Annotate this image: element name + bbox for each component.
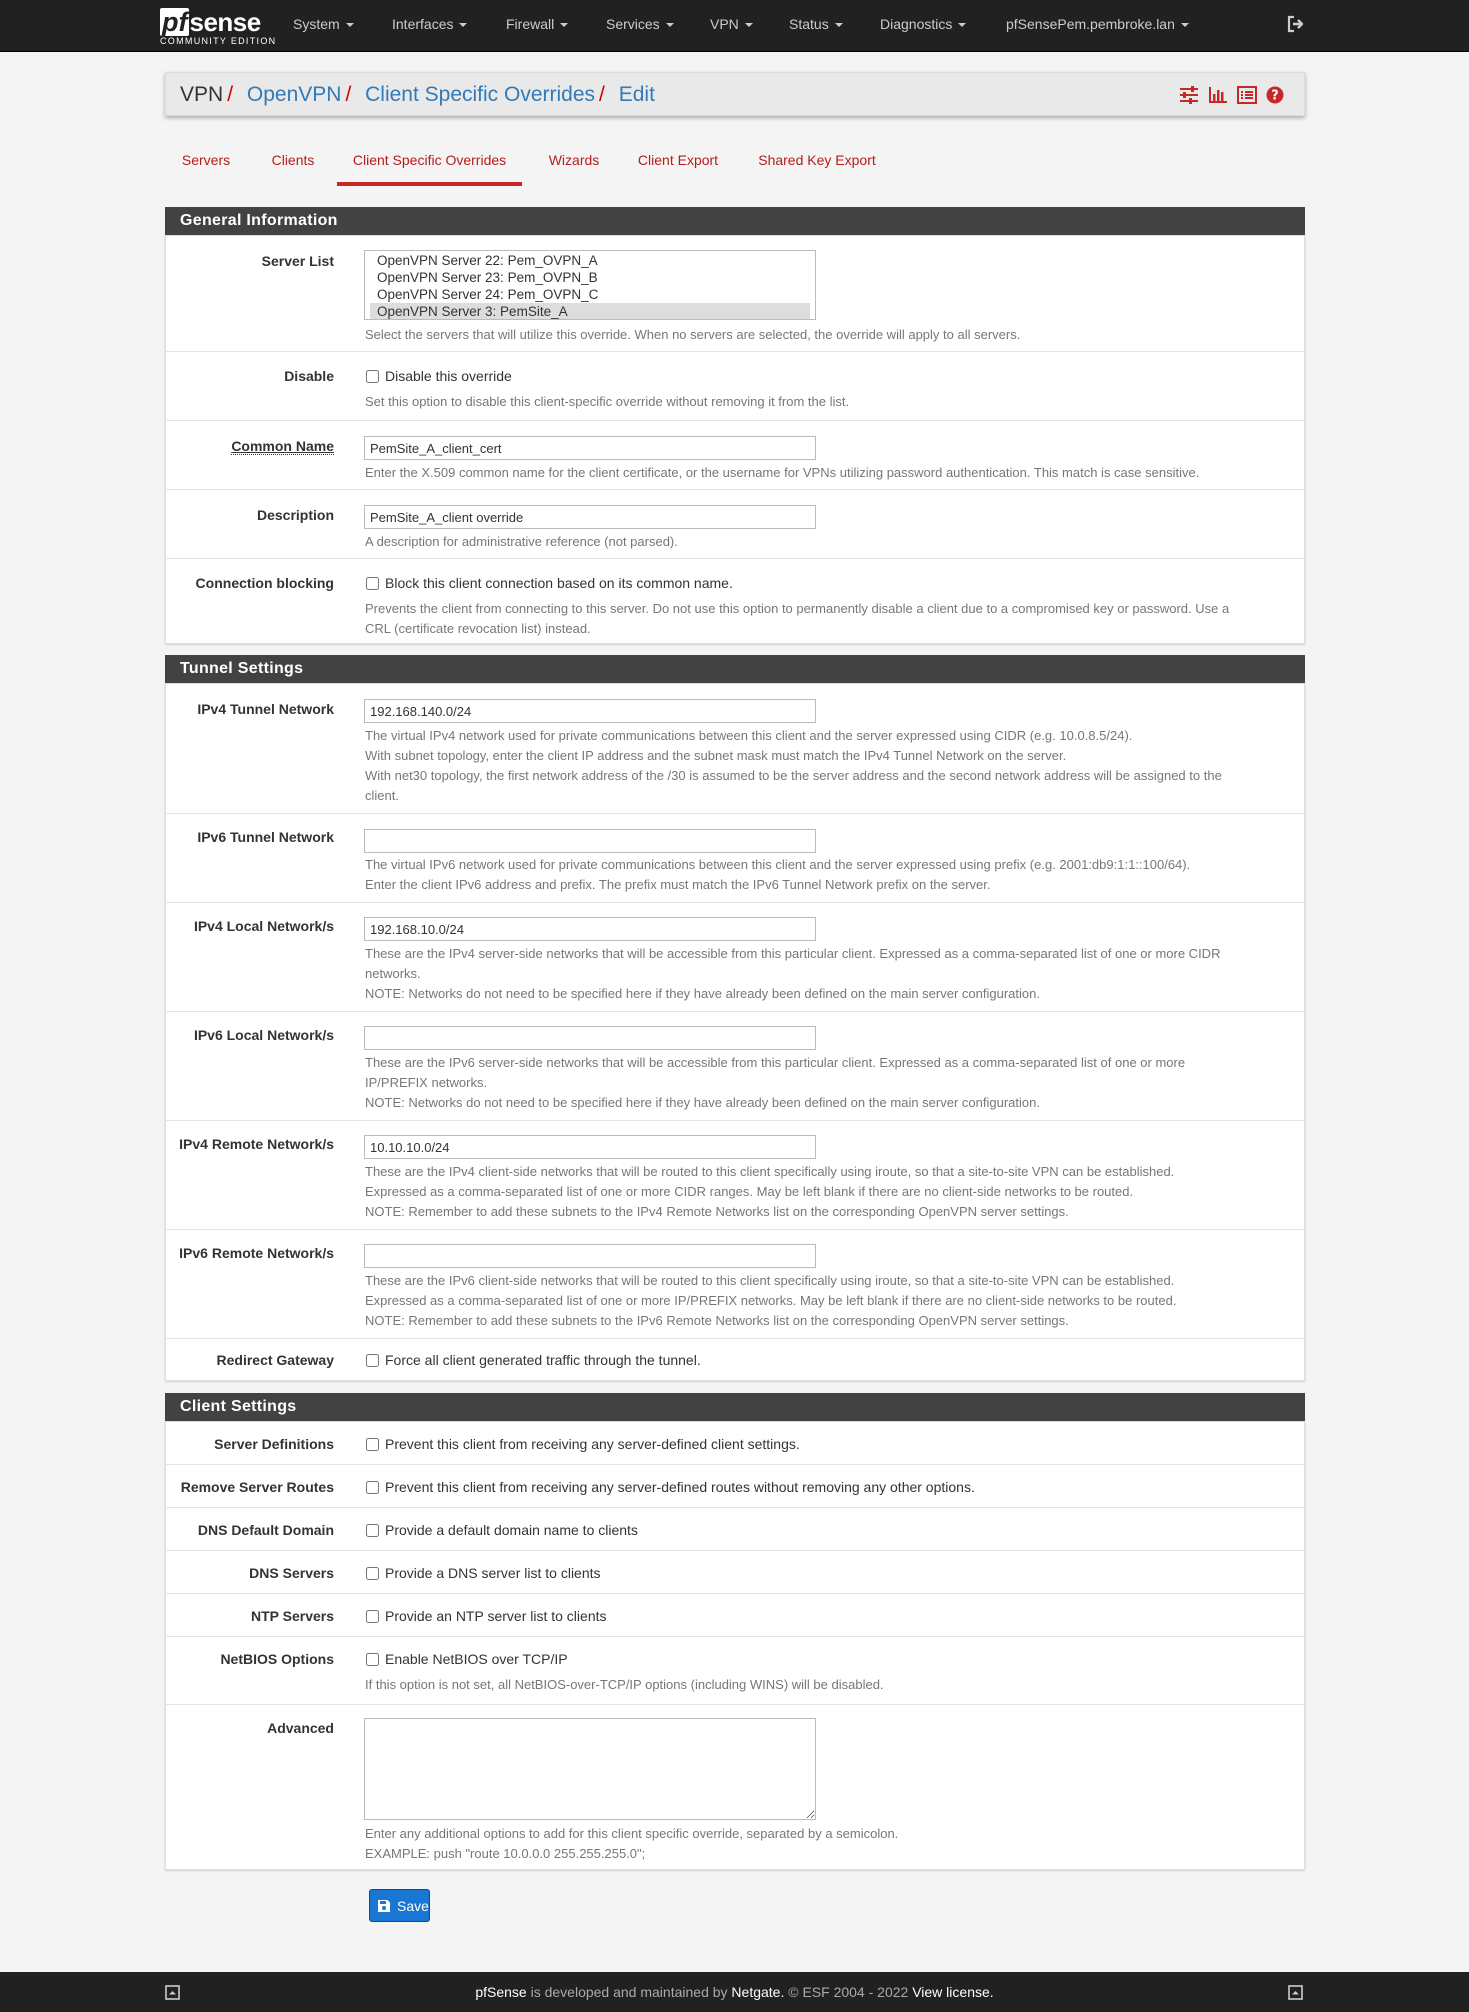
footer-license-link[interactable]: View license. xyxy=(912,1984,994,2000)
tab-clients[interactable]: Clients xyxy=(271,152,315,168)
ipv6-remote-row xyxy=(166,1230,1304,1339)
nav-menu-vpn[interactable]: VPN xyxy=(710,0,753,48)
scroll-top-icon[interactable] xyxy=(165,1985,180,2000)
ntp-servers-checkbox[interactable]: Provide an NTP server list to clients xyxy=(365,1608,607,1624)
tab-client-export[interactable]: Client Export xyxy=(637,152,719,168)
sliders-icon[interactable] xyxy=(1179,86,1199,104)
netbios-label: NetBIOS Options xyxy=(220,1651,334,1667)
ipv4-tunnel-row xyxy=(166,684,1304,814)
tab-shared-key-export[interactable]: Shared Key Export xyxy=(758,152,876,168)
ipv6-tunnel-help: The virtual IPv6 network used for private communications between this client and the server expressed using prefix (e.g. 2001:db9:1:1::100/64). Enter the client IPv6 address and prefix. The prefix must match the IPv6 Tunnel Network prefix on the server. xyxy=(365,857,1191,892)
footer-text-1: is developed and maintained by xyxy=(526,1984,732,2000)
remove-server-routes-row xyxy=(166,1465,1304,1508)
dns-servers-label: DNS Servers xyxy=(249,1565,334,1581)
advanced-label: Advanced xyxy=(267,1720,334,1736)
server-definitions-checkbox[interactable]: Prevent this client from receiving any server-defined client settings. xyxy=(365,1436,800,1452)
common-name-row xyxy=(166,421,1304,490)
ntp-servers-row xyxy=(166,1594,1304,1637)
redirect-gateway-label: Redirect Gateway xyxy=(216,1352,334,1368)
description-label: Description xyxy=(256,507,334,523)
disable-checkbox-input[interactable] xyxy=(366,370,379,383)
common-name-help: Enter the X.509 common name for the client certificate, or the username for VPNs utilizing password authentication. This match is case sensitive. xyxy=(365,465,1200,480)
netbios-checkbox[interactable]: Enable NetBIOS over TCP/IP xyxy=(365,1651,568,1667)
ipv4-local-label: IPv4 Local Network/s xyxy=(193,918,334,934)
disable-help: Set this option to disable this client-specific override without removing it from the list. xyxy=(365,394,850,409)
disable-checkbox[interactable]: Disable this override xyxy=(365,368,512,384)
dns-servers-checkbox[interactable]: Provide a DNS server list to clients xyxy=(365,1565,601,1581)
dns-default-domain-checkbox[interactable]: Provide a default domain name to clients xyxy=(365,1522,638,1538)
remove-server-routes-checkbox[interactable]: Prevent this client from receiving any server-defined routes without removing any other options. xyxy=(365,1479,975,1495)
ipv6-remote-label: IPv6 Remote Network/s xyxy=(179,1245,334,1261)
description-input[interactable] xyxy=(364,505,816,529)
dns-default-domain-label: DNS Default Domain xyxy=(197,1522,334,1538)
server-list-row xyxy=(166,236,1304,352)
general-information-panel xyxy=(165,235,1305,644)
ipv6-tunnel-label: IPv6 Tunnel Network xyxy=(197,829,334,845)
redirect-gateway-checkbox-input[interactable] xyxy=(366,1354,379,1367)
tab-servers[interactable]: Servers xyxy=(181,152,231,168)
caret-down-icon xyxy=(1181,23,1189,27)
redirect-gateway-checkbox[interactable]: Force all client generated traffic through the tunnel. xyxy=(365,1352,701,1368)
dns-servers-row xyxy=(166,1551,1304,1594)
tab-wizards[interactable]: Wizards xyxy=(548,152,600,168)
ipv6-local-help: These are the IPv6 server-side networks that will be accessible from this particular client. Expressed as a comma-separated list of one or more IP/PREFIX networks. NOTE: Networks do not need to be specified here if they have already been defined on the main server configuration. xyxy=(365,1055,1186,1110)
common-name-input[interactable] xyxy=(364,436,816,460)
logo-pf: pf xyxy=(162,7,188,37)
ipv6-local-input[interactable] xyxy=(364,1026,816,1050)
ipv4-local-row xyxy=(166,903,1304,1012)
ntp-servers-checkbox-input[interactable] xyxy=(366,1610,379,1623)
netbios-row xyxy=(166,1637,1304,1705)
nav-menu-interfaces[interactable]: Interfaces xyxy=(392,0,467,48)
top-navbar xyxy=(0,0,1469,52)
footer xyxy=(0,1972,1469,2012)
ipv6-tunnel-row xyxy=(166,814,1304,903)
breadcrumb-edit[interactable]: Edit xyxy=(618,83,655,106)
footer-brand[interactable]: pfSense xyxy=(475,1984,527,2000)
save-button[interactable] xyxy=(369,1889,430,1922)
connection-blocking-help: Prevents the client from connecting to this server. Do not use this option to permanently disable a client due to a compromised key or password. Use a CRL (certificate revocation list) instead. xyxy=(365,601,1230,636)
tab-client-specific-overrides[interactable]: Client Specific Overrides xyxy=(337,140,522,186)
ipv6-local-row xyxy=(166,1012,1304,1121)
remove-server-routes-label: Remove Server Routes xyxy=(180,1479,334,1495)
footer-netgate-link[interactable]: Netgate. xyxy=(731,1984,785,2000)
caret-down-icon xyxy=(835,23,843,27)
general-information-header: General Information xyxy=(165,207,1305,235)
dns-default-domain-row xyxy=(166,1508,1304,1551)
bar-chart-icon[interactable] xyxy=(1208,86,1228,104)
caret-down-icon xyxy=(346,23,354,27)
scroll-top-icon[interactable] xyxy=(1288,1985,1303,2000)
connection-blocking-row xyxy=(166,559,1304,645)
redirect-gateway-row xyxy=(166,1339,1304,1382)
nav-menu-diagnostics[interactable]: Diagnostics xyxy=(880,0,966,48)
ipv6-local-label: IPv6 Local Network/s xyxy=(193,1027,334,1043)
remove-server-routes-checkbox-input[interactable] xyxy=(366,1481,379,1494)
nav-menu-firewall[interactable]: Firewall xyxy=(506,0,568,48)
ipv4-remote-label: IPv4 Remote Network/s xyxy=(179,1136,334,1152)
server-option[interactable]: OpenVPN Server 24: Pem_OVPN_C xyxy=(377,287,599,302)
ipv4-remote-help: These are the IPv4 client-side networks that will be routed to this client specifically using iroute, so that a site-to-site VPN can be established. Expressed as a comma-separated list of one or more CIDR ranges. May be left blank if there are no client-side networks to be routed. NOTE: Remember to add these subnets to the IPv4 Remote Networks list on the corresponding OpenVPN server settings. xyxy=(365,1164,1175,1219)
caret-down-icon xyxy=(958,23,966,27)
server-option[interactable]: OpenVPN Server 22: Pem_OVPN_A xyxy=(377,253,598,268)
connection-blocking-label: Connection blocking xyxy=(195,575,334,591)
ipv4-tunnel-help: The virtual IPv4 network used for private communications between this client and the server expressed using CIDR (e.g. 10.0.8.5/24). With subnet topology, enter the client IP address and the subnet mask must match the IPv4 Tunnel Network on the server. With net30 topology, the first network address of the /30 is assumed to be the server address and the second network address will be assigned to the client. xyxy=(365,728,1222,803)
list-alt-icon[interactable] xyxy=(1237,86,1257,104)
caret-down-icon xyxy=(459,23,467,27)
ipv4-remote-row xyxy=(166,1121,1304,1230)
logo-sense: sense xyxy=(189,7,261,37)
nav-menu-hostname[interactable]: pfSensePem.pembroke.lan xyxy=(1006,0,1189,48)
ipv4-tunnel-label: IPv4 Tunnel Network xyxy=(197,701,334,717)
tunnel-settings-header: Tunnel Settings xyxy=(165,655,1305,683)
disable-row xyxy=(166,352,1304,421)
caret-down-icon xyxy=(560,23,568,27)
server-option[interactable]: OpenVPN Server 23: Pem_OVPN_B xyxy=(377,270,598,285)
ipv6-tunnel-input[interactable] xyxy=(364,829,816,853)
caret-down-icon xyxy=(745,23,753,27)
floppy-disk-icon xyxy=(377,1899,391,1913)
server-definitions-label: Server Definitions xyxy=(214,1436,334,1452)
ipv4-local-input[interactable] xyxy=(364,917,816,941)
ipv4-remote-input[interactable] xyxy=(364,1135,816,1159)
caret-down-icon xyxy=(666,23,674,27)
netbios-help: If this option is not set, all NetBIOS-over-TCP/IP options (including WINS) will be disabled. xyxy=(365,1677,884,1692)
disable-label: Disable xyxy=(284,368,334,384)
server-definitions-checkbox-input[interactable] xyxy=(366,1438,379,1451)
nav-menu-system[interactable]: System xyxy=(293,0,354,48)
ipv6-remote-help: These are the IPv6 client-side networks that will be routed to this client specifically using iroute, so that a site-to-site VPN can be established. Expressed as a comma-separated list of one or more IP/PREFIX networks. May be left blank if there are no client-side networks to be routed. NOTE: Remember to add these subnets to the IPv6 Remote Networks list on the corresponding OpenVPN server settings. xyxy=(365,1273,1177,1328)
ipv4-tunnel-input[interactable] xyxy=(364,699,816,723)
pfsense-logo[interactable] xyxy=(160,4,277,48)
breadcrumb-openvpn[interactable]: OpenVPN xyxy=(246,83,342,106)
breadcrumb-client-specific-overrides[interactable]: Client Specific Overrides xyxy=(365,83,596,106)
common-name-label: Common Name xyxy=(231,438,334,454)
server-list-select[interactable] xyxy=(364,250,816,320)
nav-menu-status[interactable]: Status xyxy=(789,0,843,48)
server-list-label: Server List xyxy=(261,253,334,269)
dns-servers-checkbox-input[interactable] xyxy=(366,1567,379,1580)
connection-blocking-checkbox[interactable]: Block this client connection based on its common name. xyxy=(365,575,733,591)
server-list-help: Select the servers that will utilize this override. When no servers are selected, the override will apply to all servers. xyxy=(365,327,1021,342)
breadcrumb: VPN / OpenVPN / Client Specific Overrides / Edit ? xyxy=(165,72,1305,116)
advanced-row xyxy=(166,1705,1304,1871)
openvpn-tabs xyxy=(165,140,1305,186)
footer-text-2: © ESF 2004 - 2022 xyxy=(784,1984,913,2000)
tunnel-settings-panel xyxy=(165,683,1305,1381)
advanced-help: Enter any additional options to add for this client specific override, separated by a semicolon. EXAMPLE: push "route 10.0.0.0 255.255.255.0"; xyxy=(365,1826,899,1861)
ipv6-remote-input[interactable] xyxy=(364,1244,816,1268)
description-row xyxy=(166,490,1304,559)
server-option-selected[interactable]: OpenVPN Server 3: PemSite_A xyxy=(370,303,810,320)
ipv4-local-help: These are the IPv4 server-side networks that will be accessible from this particular client. Expressed as a comma-separated list of one or more CIDR networks. NOTE: Networks do not need to be specified here if they have already been defined on the main server configuration. xyxy=(365,946,1221,1001)
svg-text:?: ? xyxy=(1271,88,1279,104)
connection-blocking-checkbox-input[interactable] xyxy=(366,577,379,590)
dns-default-domain-checkbox-input[interactable] xyxy=(366,1524,379,1537)
server-definitions-row xyxy=(166,1422,1304,1465)
client-settings-panel xyxy=(165,1421,1305,1870)
description-help: A description for administrative reference (not parsed). xyxy=(365,534,678,549)
nav-menu-services[interactable]: Services xyxy=(606,0,674,48)
netbios-checkbox-input[interactable] xyxy=(366,1653,379,1666)
logout-icon[interactable] xyxy=(1286,14,1306,34)
help-question-icon[interactable] xyxy=(1266,86,1284,104)
client-settings-header: Client Settings xyxy=(165,1393,1305,1421)
advanced-textarea[interactable] xyxy=(364,1718,816,1820)
breadcrumb-vpn: VPN xyxy=(180,83,224,106)
save-button-label: Save xyxy=(397,1897,429,1914)
logo-edition: COMMUNITY EDITION xyxy=(160,36,277,46)
ntp-servers-label: NTP Servers xyxy=(250,1608,334,1624)
